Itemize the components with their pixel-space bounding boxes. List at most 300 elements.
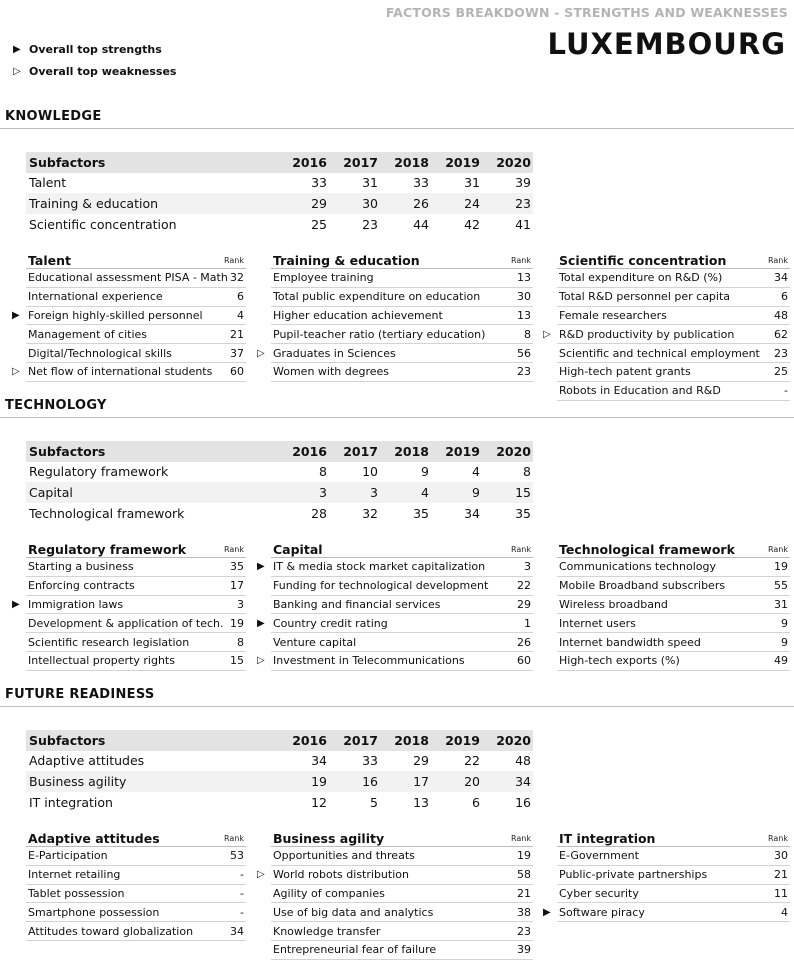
criterion-label: Attitudes toward globalization <box>28 924 194 938</box>
criteria-title: Training & education <box>273 253 420 268</box>
criterion-label: Educational assessment PISA - Math <box>28 271 228 285</box>
subfactor-year-rank: 34 <box>464 505 480 521</box>
criterion-rank: 34 <box>774 271 788 285</box>
criterion-rank: 55 <box>774 579 788 593</box>
subfactor-name: Talent <box>29 175 67 191</box>
weakness-triangle-icon: ▷ <box>257 655 265 667</box>
criteria-row <box>26 847 246 866</box>
criterion-label: Investment in Telecommunications <box>273 654 465 668</box>
criteria-row <box>271 633 533 652</box>
criteria-row <box>26 614 246 633</box>
criterion-rank: 30 <box>517 290 531 304</box>
legend-label: Overall top weaknesses <box>29 65 177 78</box>
subfactor-year-rank: 16 <box>329 771 380 792</box>
criteria-row <box>557 269 790 288</box>
criteria-row <box>26 577 246 596</box>
subfactor-year-rank: 44 <box>413 216 429 232</box>
criterion-label: Cyber security <box>559 886 639 900</box>
subfactor-year-rank: 15 <box>482 482 533 503</box>
criteria-title: IT integration <box>559 831 656 846</box>
year-heading: 2017 <box>329 730 380 751</box>
strength-triangle-icon: ▶ <box>257 561 265 573</box>
subfactor-year-rank: 4 <box>380 482 431 503</box>
subfactors-heading: Subfactors <box>26 152 278 173</box>
criteria-row <box>257 614 533 633</box>
criterion-label: Venture capital <box>273 635 357 649</box>
criterion-rank: 17 <box>230 579 244 593</box>
criteria-row <box>557 596 790 615</box>
criteria-header <box>271 825 533 847</box>
criteria-row <box>271 596 533 615</box>
criterion-label: Development & application of tech. <box>28 616 224 630</box>
criteria-table <box>557 536 790 671</box>
criterion-label: Immigration laws <box>28 597 124 611</box>
criterion-label: Software piracy <box>559 905 645 919</box>
rank-label: Rank <box>511 545 531 554</box>
subfactor-row <box>26 462 533 483</box>
criteria-header <box>26 536 246 558</box>
criterion-label: International experience <box>28 290 163 304</box>
criterion-label: Total R&D personnel per capita <box>559 290 731 304</box>
criteria-row <box>26 885 246 904</box>
criteria-header <box>557 247 790 269</box>
section-title: FUTURE READINESS <box>5 687 155 702</box>
criteria-header <box>557 825 790 847</box>
subfactors-heading: Subfactors <box>26 730 278 751</box>
criteria-table <box>257 825 533 960</box>
criteria-row <box>557 866 790 885</box>
subfactor-year-rank: 30 <box>329 193 380 214</box>
subfactor-year-rank: 22 <box>464 753 480 769</box>
year-heading: 2019 <box>431 152 482 173</box>
subfactor-year-rank: 3 <box>278 482 329 503</box>
year-heading: 2018 <box>380 152 431 173</box>
criterion-label: Smartphone possession <box>28 905 160 919</box>
year-heading: 2017 <box>329 152 380 173</box>
year-heading: 2020 <box>482 441 533 462</box>
criterion-label: Opportunities and threats <box>273 849 415 863</box>
criterion-label: Tablet possession <box>28 886 125 900</box>
criterion-rank: 26 <box>517 635 531 649</box>
subfactor-year-rank: 8 <box>523 464 531 480</box>
subfactor-year-rank: 33 <box>311 175 327 191</box>
strength-triangle-icon: ▶ <box>12 598 20 610</box>
year-heading: 2016 <box>278 152 329 173</box>
criterion-label: Higher education achievement <box>273 308 443 322</box>
criteria-row <box>26 325 246 344</box>
criterion-rank: - <box>240 868 244 882</box>
criteria-row <box>26 922 246 941</box>
criteria-title: Regulatory framework <box>28 542 187 557</box>
criteria-table <box>12 247 246 382</box>
subfactor-year-rank: 23 <box>482 193 533 214</box>
year-heading: 2019 <box>431 730 482 751</box>
subfactors-table <box>26 730 533 812</box>
subfactor-year-rank: 4 <box>472 464 480 480</box>
subfactor-name: Technological framework <box>29 505 185 521</box>
criteria-row <box>26 633 246 652</box>
subfactor-year-rank: 34 <box>482 771 533 792</box>
criteria-table <box>26 825 246 941</box>
country-title: LUXEMBOURG <box>547 27 786 61</box>
criterion-rank: 32 <box>230 271 244 285</box>
criterion-label: E-Participation <box>28 849 108 863</box>
criteria-row <box>271 325 533 344</box>
criteria-header <box>271 247 533 269</box>
weakness-triangle-icon: ▷ <box>257 869 265 881</box>
criteria-table <box>543 247 790 401</box>
criterion-label: Internet bandwidth speed <box>559 635 701 649</box>
criterion-rank: 22 <box>517 579 531 593</box>
subfactor-year-rank: 12 <box>311 794 327 810</box>
criteria-row <box>271 269 533 288</box>
criterion-rank: 1 <box>524 616 531 630</box>
year-heading: 2020 <box>482 152 533 173</box>
rank-label: Rank <box>224 256 244 265</box>
criteria-row <box>257 866 533 885</box>
criteria-row <box>12 363 246 382</box>
criterion-label: Wireless broadband <box>559 597 668 611</box>
criteria-row <box>557 633 790 652</box>
subfactor-name: IT integration <box>29 794 113 810</box>
subfactor-year-rank: 25 <box>311 216 327 232</box>
subfactor-year-rank: 16 <box>515 794 531 810</box>
year-heading: 2018 <box>380 441 431 462</box>
subfactor-year-rank: 31 <box>464 175 480 191</box>
criterion-label: Digital/Technological skills <box>28 346 172 360</box>
criterion-rank: 4 <box>781 905 788 919</box>
year-heading: 2019 <box>431 441 482 462</box>
criteria-row <box>557 307 790 326</box>
subfactor-row <box>26 503 533 524</box>
subfactor-year-rank: 42 <box>464 216 480 232</box>
criterion-label: Management of cities <box>28 327 148 341</box>
criterion-rank: 19 <box>517 849 531 863</box>
criteria-row <box>257 344 533 363</box>
criterion-rank: 9 <box>781 635 788 649</box>
strength-triangle-icon: ▶ <box>543 906 551 918</box>
criteria-row <box>26 903 246 922</box>
criteria-row <box>12 307 246 326</box>
criteria-table <box>543 825 790 922</box>
criterion-label: Internet retailing <box>28 868 121 882</box>
year-heading: 2016 <box>278 730 329 751</box>
criterion-rank: 62 <box>774 327 788 341</box>
criterion-label: IT & media stock market capitalization <box>273 560 486 574</box>
criterion-rank: - <box>784 384 788 398</box>
legend-weaknesses <box>13 65 176 78</box>
criterion-label: Robots in Education and R&D <box>559 384 721 398</box>
criterion-rank: 6 <box>237 290 244 304</box>
subfactor-year-rank: 32 <box>362 505 378 521</box>
weakness-triangle-icon: ▷ <box>257 347 265 359</box>
criteria-row <box>26 652 246 671</box>
criterion-rank: 13 <box>517 308 531 322</box>
criteria-row <box>257 652 533 671</box>
criteria-table <box>257 247 533 382</box>
criteria-row <box>12 596 246 615</box>
criterion-label: Foreign highly-skilled personnel <box>28 308 203 322</box>
subfactor-year-rank: 28 <box>311 505 327 521</box>
subfactor-row <box>26 482 533 503</box>
subfactor-year-rank: 10 <box>362 464 378 480</box>
section-divider <box>0 706 794 707</box>
subfactor-name: Scientific concentration <box>29 216 177 232</box>
subfactor-year-rank: 35 <box>413 505 429 521</box>
criteria-row <box>271 922 533 941</box>
criteria-header <box>557 536 790 558</box>
criteria-row <box>271 903 533 922</box>
criterion-rank: 49 <box>774 654 788 668</box>
criteria-row <box>271 307 533 326</box>
criterion-label: Mobile Broadband subscribers <box>559 579 726 593</box>
subfactor-year-rank: 5 <box>370 794 378 810</box>
outline-triangle-icon: ▷ <box>13 66 21 77</box>
criteria-title: Business agility <box>273 831 385 846</box>
subfactor-name: Adaptive attitudes <box>29 753 145 769</box>
rank-label: Rank <box>511 256 531 265</box>
criterion-rank: 48 <box>774 308 788 322</box>
subfactor-year-rank: 31 <box>362 175 378 191</box>
criteria-table <box>12 536 246 671</box>
criterion-rank: 25 <box>774 365 788 379</box>
criterion-rank: 60 <box>230 365 244 379</box>
year-heading: 2016 <box>278 441 329 462</box>
subfactor-year-rank: 48 <box>515 753 531 769</box>
subfactor-name: Training & education <box>26 193 278 214</box>
criteria-row <box>26 269 246 288</box>
criteria-row <box>26 558 246 577</box>
year-heading: 2018 <box>380 730 431 751</box>
subfactor-row <box>26 771 533 792</box>
criterion-label: Knowledge transfer <box>273 924 381 938</box>
subfactor-year-rank: 33 <box>413 175 429 191</box>
subfactors-table <box>26 152 533 234</box>
criteria-header <box>26 247 246 269</box>
criterion-rank: 21 <box>517 886 531 900</box>
criterion-rank: 15 <box>230 654 244 668</box>
criteria-title: Capital <box>273 542 323 557</box>
criterion-rank: 3 <box>237 597 244 611</box>
section-title: KNOWLEDGE <box>5 109 102 124</box>
criteria-row <box>543 325 790 344</box>
filled-triangle-icon: ▶ <box>13 44 21 55</box>
criteria-row <box>26 344 246 363</box>
criterion-label: Country credit rating <box>273 616 388 630</box>
criteria-row <box>557 652 790 671</box>
subfactor-year-rank: 3 <box>329 482 380 503</box>
criterion-rank: 53 <box>230 849 244 863</box>
criterion-rank: 29 <box>517 597 531 611</box>
criteria-row <box>557 614 790 633</box>
criteria-header <box>271 536 533 558</box>
subfactor-year-rank: 8 <box>319 464 327 480</box>
subfactor-year-rank: 29 <box>413 753 429 769</box>
year-heading: 2017 <box>329 441 380 462</box>
subfactor-year-rank: 34 <box>311 753 327 769</box>
criteria-header <box>26 825 246 847</box>
criteria-row <box>543 903 790 922</box>
criterion-rank: 4 <box>237 308 244 322</box>
section-divider <box>0 417 794 418</box>
criterion-label: E-Government <box>559 849 639 863</box>
criterion-rank: 13 <box>517 271 531 285</box>
criterion-rank: 6 <box>781 290 788 304</box>
criterion-rank: 8 <box>524 327 531 341</box>
rank-label: Rank <box>768 256 788 265</box>
criterion-rank: 56 <box>517 346 531 360</box>
criterion-rank: 21 <box>230 327 244 341</box>
criterion-label: Women with degrees <box>273 365 390 379</box>
legend-strengths <box>13 43 162 56</box>
subfactors-header-row <box>26 152 533 173</box>
section-title: TECHNOLOGY <box>5 398 107 413</box>
criterion-label: Funding for technological development <box>273 579 489 593</box>
criterion-label: Public-private partnerships <box>559 868 708 882</box>
criterion-rank: 30 <box>774 849 788 863</box>
criterion-label: Graduates in Sciences <box>273 346 396 360</box>
criterion-label: Enforcing contracts <box>28 579 135 593</box>
criterion-label: Banking and financial services <box>273 597 441 611</box>
year-heading: 2020 <box>482 730 533 751</box>
criteria-title: Scientific concentration <box>559 253 727 268</box>
subfactor-year-rank: 9 <box>421 464 429 480</box>
subfactors-table <box>26 441 533 523</box>
subfactors-header-row <box>26 441 533 462</box>
subfactor-year-rank: 33 <box>362 753 378 769</box>
subfactor-row <box>26 193 533 214</box>
criteria-row <box>271 288 533 307</box>
subfactor-year-rank: 13 <box>413 794 429 810</box>
criteria-row <box>557 288 790 307</box>
criterion-rank: 23 <box>517 365 531 379</box>
criteria-row <box>557 344 790 363</box>
criterion-rank: 58 <box>517 868 531 882</box>
criterion-label: Scientific and technical employment <box>559 346 760 360</box>
criterion-rank: 11 <box>774 886 788 900</box>
criterion-rank: 39 <box>517 943 531 957</box>
criterion-label: Internet users <box>559 616 636 630</box>
criterion-label: Total public expenditure on education <box>273 290 481 304</box>
criteria-row <box>557 577 790 596</box>
subfactor-name: Business agility <box>26 771 278 792</box>
criteria-row <box>271 363 533 382</box>
criterion-label: Pupil-teacher ratio (tertiary education) <box>273 327 486 341</box>
subfactor-year-rank: 6 <box>472 794 480 810</box>
criteria-row <box>271 941 533 960</box>
weakness-triangle-icon: ▷ <box>12 366 20 378</box>
legend-label: Overall top strengths <box>29 43 162 56</box>
criteria-title: Technological framework <box>559 542 735 557</box>
subfactor-row <box>26 173 533 194</box>
criterion-label: Use of big data and analytics <box>273 905 434 919</box>
subfactor-row <box>26 792 533 813</box>
criterion-rank: 37 <box>230 346 244 360</box>
report-category: FACTORS BREAKDOWN - STRENGTHS AND WEAKNESSES <box>385 5 788 20</box>
criterion-label: High-tech patent grants <box>559 365 691 379</box>
criterion-rank: 19 <box>230 616 244 630</box>
subfactor-year-rank: 29 <box>278 193 329 214</box>
criterion-label: High-tech exports (%) <box>559 654 680 668</box>
subfactor-year-rank: 26 <box>380 193 431 214</box>
criteria-row <box>557 382 790 401</box>
criteria-title: Talent <box>28 253 71 268</box>
criterion-label: Entrepreneurial fear of failure <box>273 943 437 957</box>
criteria-row <box>271 847 533 866</box>
criteria-table <box>257 536 533 671</box>
subfactor-name: Capital <box>26 482 278 503</box>
criteria-row <box>557 885 790 904</box>
criterion-rank: 9 <box>781 616 788 630</box>
criterion-rank: 35 <box>230 560 244 574</box>
criteria-row <box>26 288 246 307</box>
section-divider <box>0 128 794 129</box>
criterion-rank: 60 <box>517 654 531 668</box>
criterion-label: Female researchers <box>559 308 667 322</box>
rank-label: Rank <box>511 834 531 843</box>
criteria-row <box>557 558 790 577</box>
criteria-row <box>271 577 533 596</box>
criterion-label: Employee training <box>273 271 374 285</box>
subfactor-year-rank: 24 <box>431 193 482 214</box>
criterion-rank: - <box>240 886 244 900</box>
criterion-label: Starting a business <box>28 560 134 574</box>
subfactor-row <box>26 751 533 772</box>
rank-label: Rank <box>224 545 244 554</box>
criterion-label: Intellectual property rights <box>28 654 175 668</box>
subfactor-year-rank: 9 <box>431 482 482 503</box>
criterion-label: Agility of companies <box>273 886 385 900</box>
subfactor-year-rank: 17 <box>380 771 431 792</box>
criterion-rank: 31 <box>774 597 788 611</box>
criterion-label: Total expenditure on R&D (%) <box>559 271 723 285</box>
subfactor-year-rank: 20 <box>431 771 482 792</box>
criteria-title: Adaptive attitudes <box>28 831 160 846</box>
criterion-label: Scientific research legislation <box>28 635 190 649</box>
rank-label: Rank <box>768 834 788 843</box>
criteria-row <box>257 558 533 577</box>
criteria-row <box>26 866 246 885</box>
rank-label: Rank <box>224 834 244 843</box>
criteria-row <box>557 847 790 866</box>
criteria-row <box>557 363 790 382</box>
criterion-rank: 23 <box>517 924 531 938</box>
weakness-triangle-icon: ▷ <box>543 328 551 340</box>
criteria-row <box>271 885 533 904</box>
subfactors-heading: Subfactors <box>26 441 278 462</box>
subfactors-header-row <box>26 730 533 751</box>
subfactor-year-rank: 19 <box>278 771 329 792</box>
criterion-label: R&D productivity by publication <box>559 327 735 341</box>
subfactor-year-rank: 35 <box>515 505 531 521</box>
criterion-rank: 23 <box>774 346 788 360</box>
subfactor-year-rank: 41 <box>515 216 531 232</box>
criterion-rank: 3 <box>524 560 531 574</box>
criterion-rank: - <box>240 905 244 919</box>
rank-label: Rank <box>768 545 788 554</box>
subfactor-row <box>26 214 533 235</box>
criterion-label: Net flow of international students <box>28 365 213 379</box>
criterion-rank: 8 <box>237 635 244 649</box>
criterion-rank: 34 <box>230 924 244 938</box>
criterion-rank: 21 <box>774 868 788 882</box>
strength-triangle-icon: ▶ <box>12 309 20 321</box>
criterion-rank: 19 <box>774 560 788 574</box>
criterion-label: Communications technology <box>559 560 717 574</box>
subfactor-name: Regulatory framework <box>29 464 169 480</box>
subfactor-year-rank: 23 <box>362 216 378 232</box>
criterion-rank: 38 <box>517 905 531 919</box>
